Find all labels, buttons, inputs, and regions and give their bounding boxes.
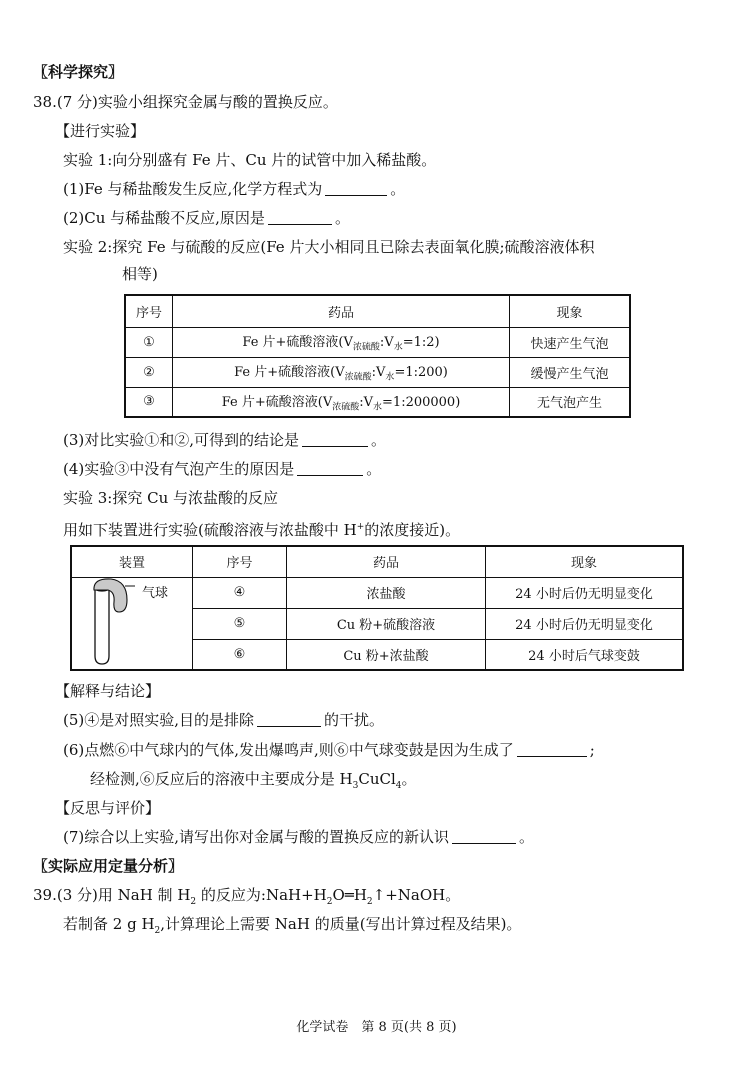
table2-header-number: 序号: [193, 546, 287, 577]
table2-header-phenomenon: 现象: [486, 546, 684, 577]
question-4-prefix: (4)实验③中没有气泡产生的原因是: [63, 460, 295, 478]
experiment-2-table: [124, 294, 631, 418]
table1-row-phenomenon: 快速产生气泡: [510, 327, 631, 357]
answer-blank-7[interactable]: [452, 829, 516, 844]
table1-header-phenomenon: 现象: [510, 295, 631, 327]
experiment-3-table: [70, 545, 684, 671]
section-heading-applied: 〖实际应用定量分析〗: [33, 857, 184, 875]
question-4-suffix: 。: [366, 460, 382, 478]
table1-row-phenomenon: 无气泡产生: [510, 387, 631, 417]
conduct-experiment-heading: 【进行实验】: [55, 122, 146, 140]
table1-row-drug: Fe 片+硫酸溶液$(V_{浓硫酸}:V_水=1:200000)$: [173, 387, 510, 417]
table1-row-drug: Fe 片+硫酸溶液$(V_{浓硫酸}:V_水=1:2)$: [173, 327, 510, 357]
question-6-detail: 经检测,⑥反应后的溶液中主要成分是 $H_3CuCl_4$。: [90, 770, 417, 791]
page-footer: 化学试卷 第 8 页(共 8 页): [296, 1020, 457, 1035]
balloon-label: 气球: [142, 585, 169, 601]
experiment-3-title: 实验 3:探究 Cu 与浓盐酸的反应: [63, 489, 279, 507]
question-38-header: 38.(7 分)实验小组探究金属与酸的置换反应。: [33, 93, 338, 111]
table2-row-drug: 浓盐酸: [287, 577, 486, 608]
table1-header-drug: 药品: [173, 295, 510, 327]
table2-header-drug: 药品: [287, 546, 486, 577]
reflection-heading: 【反思与评价】: [55, 799, 161, 817]
question-5: [63, 710, 384, 730]
question-7: [63, 827, 534, 847]
question-1: [63, 179, 405, 199]
question-6: [63, 740, 595, 760]
apparatus-cell: [71, 577, 193, 670]
experiment-3-description: 用如下装置进行实验(硫酸溶液与浓盐酸中 H+的浓度接近)。: [63, 521, 461, 539]
table2-row-phenomenon: 24 小时后气球变鼓: [486, 639, 684, 670]
table1-row-phenomenon: 缓慢产生气泡: [510, 357, 631, 387]
table2-header-apparatus: 装置: [71, 546, 193, 577]
table2-row-phenomenon: 24 小时后仍无明显变化: [486, 577, 684, 608]
question-6-suffix: ;: [589, 741, 595, 759]
answer-blank-3[interactable]: [302, 432, 368, 447]
question-4: [63, 459, 381, 479]
question-2: [63, 208, 350, 228]
experiment-2-text-cont: 相等): [122, 265, 158, 283]
answer-blank-4[interactable]: [297, 461, 363, 476]
table-row: [71, 577, 683, 608]
question-39-header: 39.(3 分)用 NaH 制 $H_2$ 的反应为$:NaH+H_2O═H_2↑+NaOH$。: [33, 886, 461, 907]
table2-row-number: ⑥: [193, 639, 287, 670]
section-heading-science: 〖科学探究〗: [33, 63, 124, 81]
question-6-prefix: (6)点燃⑥中气球内的气体,发出爆鸣声,则⑥中气球变鼓是因为生成了: [63, 741, 514, 759]
question-5-suffix: 的干扰。: [324, 711, 385, 729]
question-3-suffix: 。: [371, 431, 387, 449]
test-tube-balloon-icon: [73, 578, 191, 668]
table2-row-number: ⑤: [193, 608, 287, 639]
question-2-prefix: (2)Cu 与稀盐酸不反应,原因是: [63, 209, 265, 227]
table1-row-number: ②: [125, 357, 173, 387]
question-1-suffix: 。: [390, 180, 406, 198]
question-39-task: 若制备 2 g $H_2$,计算理论上需要 NaH 的质量(写出计算过程及结果)。: [63, 915, 522, 936]
table-row: [125, 357, 630, 387]
question-3: [63, 430, 386, 450]
table2-row-number: ④: [193, 577, 287, 608]
answer-blank-2[interactable]: [268, 210, 332, 225]
question-2-suffix: 。: [334, 209, 350, 227]
question-3-prefix: (3)对比实验①和②,可得到的结论是: [63, 431, 300, 449]
question-5-prefix: (5)④是对照实验,目的是排除: [63, 711, 255, 729]
explain-conclusion-heading: 【解释与结论】: [55, 682, 161, 700]
answer-blank-5[interactable]: [257, 712, 321, 727]
question-7-prefix: (7)综合以上实验,请写出你对金属与酸的置换反应的新认识: [63, 828, 450, 846]
table1-header-number: 序号: [125, 295, 173, 327]
table-row: [125, 387, 630, 417]
table2-row-drug: Cu 粉+硫酸溶液: [287, 608, 486, 639]
question-7-suffix: 。: [519, 828, 535, 846]
question-1-prefix: (1)Fe 与稀盐酸发生反应,化学方程式为: [63, 180, 323, 198]
answer-blank-1[interactable]: [325, 181, 387, 196]
table2-row-drug: Cu 粉+浓盐酸: [287, 639, 486, 670]
table1-row-number: ①: [125, 327, 173, 357]
table1-row-drug: Fe 片+硫酸溶液$(V_{浓硫酸}:V_水=1:200)$: [173, 357, 510, 387]
experiment-2-text: 实验 2:探究 Fe 与硫酸的反应(Fe 片大小相同且已除去表面氧化膜;硫酸溶液体积: [63, 238, 595, 256]
table1-row-number: ③: [125, 387, 173, 417]
table2-row-phenomenon: 24 小时后仍无明显变化: [486, 608, 684, 639]
answer-blank-6[interactable]: [517, 742, 587, 757]
table-row: [125, 327, 630, 357]
experiment-1-text: 实验 1:向分别盛有 Fe 片、Cu 片的试管中加入稀盐酸。: [63, 151, 437, 169]
